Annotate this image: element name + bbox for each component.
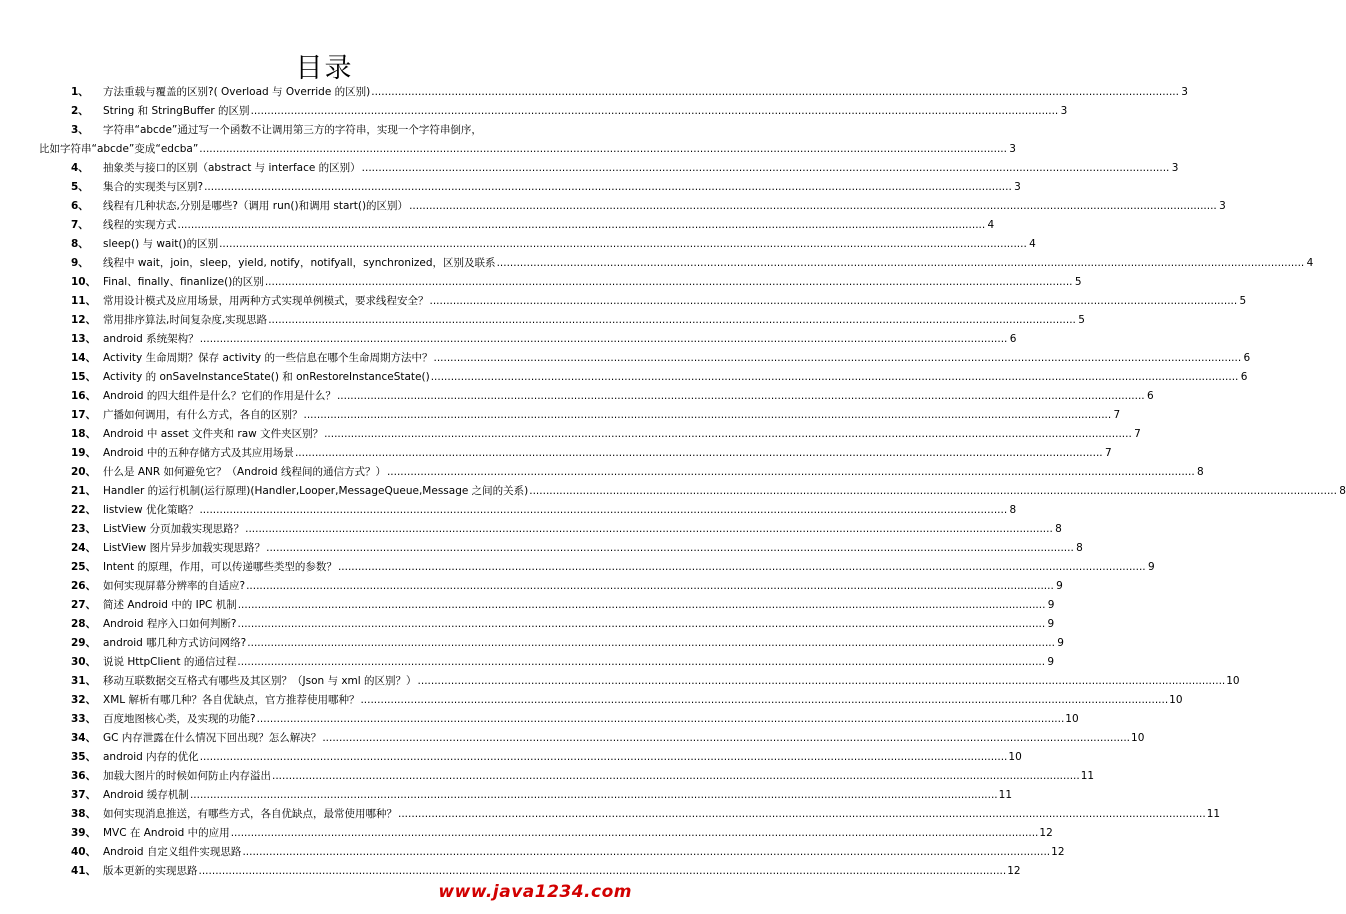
toc-page-number: 12 [1007, 865, 1021, 877]
toc-entry-text: 移动互联数据交互格式有哪些及其区别？（Json 与 xml 的区别？） [103, 675, 417, 687]
toc-entry[interactable] [71, 821, 1053, 840]
toc-page-number: 7 [1134, 428, 1141, 440]
toc-entry[interactable] [71, 422, 1141, 441]
toc-leader-dots [200, 751, 1008, 764]
toc-page-number: 7 [1113, 409, 1121, 421]
toc-page-number: 7 [1104, 447, 1112, 459]
toc-page-number: 10 [1226, 675, 1240, 687]
toc-leader-dots [231, 827, 1039, 840]
toc-leader-dots [324, 428, 1132, 441]
toc-entry[interactable] [71, 783, 1013, 802]
toc-entry-text: 如何实现消息推送，有哪些方式，各自优缺点，最常使用哪种？ [103, 808, 397, 820]
toc-entry[interactable] [71, 707, 1079, 726]
toc-leader-dots [497, 257, 1305, 270]
toc-leader-dots [199, 143, 1007, 156]
toc-entry-number: 40、 [71, 846, 97, 858]
toc-entry-text: Final、finally、finanlize()的区别 [103, 276, 264, 288]
toc-entry-number: 32、 [71, 694, 97, 706]
toc-page-number: 6 [1009, 333, 1017, 345]
toc-leader-dots [246, 580, 1054, 593]
toc-entry-number: 7、 [71, 219, 89, 231]
toc-page-number: 3 [1171, 162, 1179, 174]
toc-entry[interactable] [71, 384, 1154, 403]
toc-entry-number: 11、 [71, 295, 97, 307]
toc-leader-dots [199, 865, 1007, 878]
toc-entry[interactable] [71, 479, 1346, 498]
toc-entry[interactable] [71, 80, 1188, 99]
watermark: www.java1234.com [438, 882, 632, 902]
toc-page-number: 8 [1009, 504, 1017, 516]
toc-leader-dots [257, 713, 1065, 726]
toc-leader-dots [251, 105, 1059, 118]
toc-page-number: 9 [1047, 656, 1055, 668]
toc-entry-text: android 内存的优化 [103, 751, 199, 763]
toc-entry-text: MVC 在 Android 中的应用 [103, 827, 230, 839]
toc-entry-number: 2、 [71, 105, 89, 117]
toc-leader-dots [199, 504, 1007, 517]
toc-entry-number: 18、 [71, 428, 97, 440]
toc-entry-text: 版本更新的实现思路 [103, 865, 198, 877]
toc-entry[interactable] [71, 175, 1021, 194]
toc-leader-dots [245, 523, 1053, 536]
toc-page-number: 8 [1076, 542, 1083, 554]
toc-leader-dots [219, 238, 1027, 251]
toc-entry-text: android 哪几种方式访问网络? [103, 637, 247, 649]
toc-entry[interactable] [71, 840, 1065, 859]
toc-entry-text: Android 缓存机制 [103, 789, 189, 801]
toc-entry[interactable] [71, 726, 1145, 745]
toc-entry-text: 线程有几种状态,分别是哪些?（调用 run()和调用 start()的区别） [103, 200, 409, 212]
toc-page-number: 8 [1339, 485, 1346, 497]
toc-leader-dots [190, 789, 998, 802]
toc-leader-dots [529, 485, 1337, 498]
toc-entry-number: 1、 [71, 86, 89, 98]
toc-entry-text: String 和 StringBuffer 的区别 [103, 105, 250, 117]
toc-entry[interactable] [71, 441, 1112, 460]
toc-entry-text: Android 的四大组件是什么？它们的作用是什么？ [103, 390, 336, 402]
toc-entry-number: 26、 [71, 580, 97, 592]
toc-leader-dots [237, 656, 1045, 669]
toc-leader-dots [431, 371, 1239, 384]
toc-page-number: 11 [998, 789, 1013, 801]
toc-entry[interactable] [71, 593, 1055, 612]
toc-entry-number: 33、 [71, 713, 97, 725]
toc-entry[interactable] [71, 270, 1082, 289]
toc-entry-text: 集合的实现类与区别? [103, 181, 204, 193]
toc-leader-dots [430, 295, 1238, 308]
toc-page-number: 9 [1047, 618, 1055, 630]
toc-entry-text: Android 程序入口如何判断? [103, 618, 237, 630]
toc-entry[interactable] [71, 232, 1036, 251]
toc-page-number: 11 [1080, 770, 1095, 782]
toc-entry-number: 31、 [71, 675, 97, 687]
toc-entry[interactable] [71, 289, 1247, 308]
toc-entry-number: 30、 [71, 656, 97, 668]
toc-entry-number: 29、 [71, 637, 97, 649]
toc-page-number: 10 [1008, 751, 1022, 763]
toc-leader-dots [247, 637, 1055, 650]
toc-leader-dots [238, 599, 1046, 612]
toc-entry-text: sleep() 与 wait()的区别 [103, 238, 219, 250]
toc-entry[interactable] [71, 327, 1017, 346]
toc-leader-dots [371, 86, 1179, 99]
toc-entry[interactable] [71, 745, 1022, 764]
toc-page-number: 3 [1060, 105, 1068, 117]
toc-page-number: 6 [1243, 352, 1251, 364]
toc-entry-text: 方法重载与覆盖的区别?( Overload 与 Override 的区别) [103, 86, 371, 98]
toc-entry[interactable] [71, 650, 1055, 669]
toc-page-number: 9 [1047, 599, 1055, 611]
toc-entry-number: 19、 [71, 447, 97, 459]
toc-page-number: 8 [1055, 523, 1062, 535]
toc-entry[interactable] [71, 688, 1183, 707]
toc-leader-dots [398, 808, 1206, 821]
toc-page-number: 10 [1131, 732, 1145, 744]
toc-leader-dots [338, 561, 1146, 574]
toc-entry-text: 线程中 wait，join，sleep，yield, notify，notifyall，synchronized，区别及联系 [103, 257, 496, 269]
toc-page-number: 6 [1240, 371, 1248, 383]
toc-entry-number: 16、 [71, 390, 97, 402]
toc-leader-dots [266, 542, 1074, 555]
toc-entry-number: 21、 [71, 485, 97, 497]
toc-entry[interactable] [71, 802, 1221, 821]
toc-entry-text: 如何实现屏幕分辨率的自适应? [103, 580, 246, 592]
toc-page-number: 4 [987, 219, 995, 231]
toc-entry-text: Android 中 asset 文件夹和 raw 文件夹区别？ [103, 428, 324, 440]
toc-page-number: 3 [1014, 181, 1021, 193]
toc-entry-number: 12、 [71, 314, 97, 326]
toc-entry-text-continuation: 比如字符串“abcde”变成“edcba” [39, 143, 199, 155]
toc-leader-dots [322, 732, 1130, 745]
toc-entry[interactable] [71, 194, 1226, 213]
toc-entry-number: 14、 [71, 352, 97, 364]
toc-entry-number: 6、 [71, 200, 89, 212]
toc-entry[interactable] [71, 403, 1121, 422]
toc-entry[interactable] [71, 251, 1314, 270]
toc-entry-number: 3、 [71, 124, 89, 136]
toc-entry-text: 常用设计模式及应用场景，用两种方式实现单例模式，要求线程安全？ [103, 295, 429, 307]
toc-entry-text: Activity 生命周期？保存 activity 的一些信息在哪个生命周期方法中？ [103, 352, 433, 364]
toc-entry-continuation[interactable] [39, 137, 1016, 156]
toc-leader-dots [304, 409, 1112, 422]
toc-leader-dots [265, 276, 1073, 289]
toc-page-number: 5 [1074, 276, 1082, 288]
toc-leader-dots [295, 447, 1103, 460]
toc-entry[interactable] [71, 669, 1240, 688]
toc-entry[interactable] [71, 764, 1095, 783]
toc-leader-dots [178, 219, 986, 232]
toc-page-number: 8 [1196, 466, 1204, 478]
toc-entry[interactable] [71, 118, 571, 137]
toc-entry[interactable] [71, 517, 1062, 536]
toc-entry[interactable] [71, 99, 1068, 118]
toc-entry[interactable] [71, 498, 1017, 517]
toc-page-number: 4 [1029, 238, 1036, 250]
toc-page-number: 5 [1239, 295, 1247, 307]
toc-page-number: 9 [1057, 637, 1064, 649]
toc-leader-dots [362, 162, 1170, 175]
toc-entry-text: 字符串“abcde”通过写一个函数不让调用第三方的字符串，实现一个字符串倒序， [103, 124, 482, 136]
toc-entry-number: 5、 [71, 181, 89, 193]
toc-entry-number: 25、 [71, 561, 97, 573]
toc-leader-dots [242, 846, 1050, 859]
toc-entry[interactable] [71, 308, 1085, 327]
toc-entry[interactable] [71, 574, 1063, 593]
toc-entry-number: 36、 [71, 770, 97, 782]
toc-entry-text: 广播如何调用，有什么方式，各自的区别？ [103, 409, 303, 421]
toc-page-number: 9 [1056, 580, 1063, 592]
toc-leader-dots [204, 181, 1012, 194]
toc-page-number: 9 [1147, 561, 1155, 573]
toc-entry-text: android 系统架构？ [103, 333, 199, 345]
toc-leader-dots [337, 390, 1145, 403]
toc-entry-text: 线程的实现方式 [103, 219, 177, 231]
toc-entry-number: 22、 [71, 504, 97, 516]
toc-entry-text: GC 内存泄露在什么情况下回出现？怎么解决？ [103, 732, 322, 744]
toc-entry-text: listview 优化策略？ [103, 504, 199, 516]
toc-entry-number: 27、 [71, 599, 97, 611]
toc-leader-dots [272, 770, 1080, 783]
toc-page-number: 10 [1065, 713, 1079, 725]
toc-entry[interactable] [71, 346, 1251, 365]
toc-entry-number: 13、 [71, 333, 97, 345]
toc-entry-number: 24、 [71, 542, 97, 554]
toc-entry-text: Android 自定义组件实现思路 [103, 846, 242, 858]
toc-entry-number: 4、 [71, 162, 89, 174]
toc-entry[interactable] [71, 365, 1248, 384]
toc-entry[interactable] [71, 460, 1204, 479]
toc-leader-dots [200, 333, 1008, 346]
toc-entry-text: 抽象类与接口的区别（abstract 与 interface 的区别） [103, 162, 361, 174]
toc-entry-text: XML 解析有哪几种？各自优缺点，官方推荐使用哪种？ [103, 694, 360, 706]
toc-leader-dots [238, 618, 1046, 631]
toc-entry-text: ListView 分页加载实现思路？ [103, 523, 245, 535]
toc-page-number: 12 [1051, 846, 1065, 858]
toc-entry-number: 8、 [71, 238, 89, 250]
toc-entry-text: 说说 HttpClient 的通信过程 [103, 656, 237, 668]
toc-entry-number: 41、 [71, 865, 97, 877]
toc-entry-number: 15、 [71, 371, 97, 383]
toc-entry-text: 简述 Android 中的 IPC 机制 [103, 599, 237, 611]
toc-page-number: 6 [1146, 390, 1154, 402]
toc-page-number: 11 [1206, 808, 1221, 820]
page-title: 目录 [295, 53, 354, 84]
toc-page-number: 10 [1169, 694, 1183, 706]
toc-entry[interactable] [71, 555, 1155, 574]
toc-entry-text: ListView 图片异步加载实现思路？ [103, 542, 266, 554]
toc-entry-text: Handler 的运行机制(运行原理)(Handler,Looper,MessageQueue,Message 之间的关系) [103, 485, 529, 497]
toc-entry[interactable] [71, 631, 1064, 650]
toc-entry-text: 什么是 ANR 如何避免它？（Android 线程间的通信方式？） [103, 466, 386, 478]
table-of-contents [39, 80, 1346, 878]
toc-entry-number: 23、 [71, 523, 97, 535]
toc-leader-dots [418, 675, 1226, 688]
toc-entry-number: 37、 [71, 789, 97, 801]
toc-entry-number: 34、 [71, 732, 97, 744]
toc-entry[interactable] [71, 536, 1083, 555]
toc-entry-number: 38、 [71, 808, 97, 820]
toc-entry[interactable] [71, 612, 1055, 631]
toc-leader-dots [433, 352, 1241, 365]
toc-entry[interactable] [71, 156, 1179, 175]
toc-page-number: 4 [1306, 257, 1314, 269]
toc-leader-dots [409, 200, 1217, 213]
toc-entry-text: Activity 的 onSaveInstanceState() 和 onRestoreInstanceState() [103, 371, 430, 383]
toc-entry-text: 常用排序算法,时间复杂度,实现思路 [103, 314, 268, 326]
toc-page-number: 3 [1181, 86, 1188, 98]
toc-entry-text: Android 中的五种存储方式及其应用场景 [103, 447, 294, 459]
toc-leader-dots [387, 466, 1195, 479]
toc-entry[interactable] [71, 213, 995, 232]
toc-page-number: 3 [1219, 200, 1226, 212]
toc-page-number: 5 [1078, 314, 1085, 326]
toc-entry[interactable] [71, 859, 1021, 878]
toc-entry-text: 加载大图片的时候如何防止内存溢出 [103, 770, 271, 782]
toc-entry-number: 35、 [71, 751, 97, 763]
toc-leader-dots [360, 694, 1168, 707]
toc-entry-number: 28、 [71, 618, 97, 630]
toc-page-number: 12 [1039, 827, 1053, 839]
toc-entry-text: 百度地图核心类，及实现的功能? [103, 713, 256, 725]
toc-entry-number: 39、 [71, 827, 97, 839]
toc-entry-text: Intent 的原理，作用，可以传递哪些类型的参数？ [103, 561, 337, 573]
toc-entry-number: 20、 [71, 466, 97, 478]
toc-leader-dots [268, 314, 1076, 327]
toc-page-number: 3 [1009, 143, 1016, 155]
toc-entry-number: 17、 [71, 409, 97, 421]
toc-entry-number: 9、 [71, 257, 89, 269]
toc-entry-number: 10、 [71, 276, 97, 288]
